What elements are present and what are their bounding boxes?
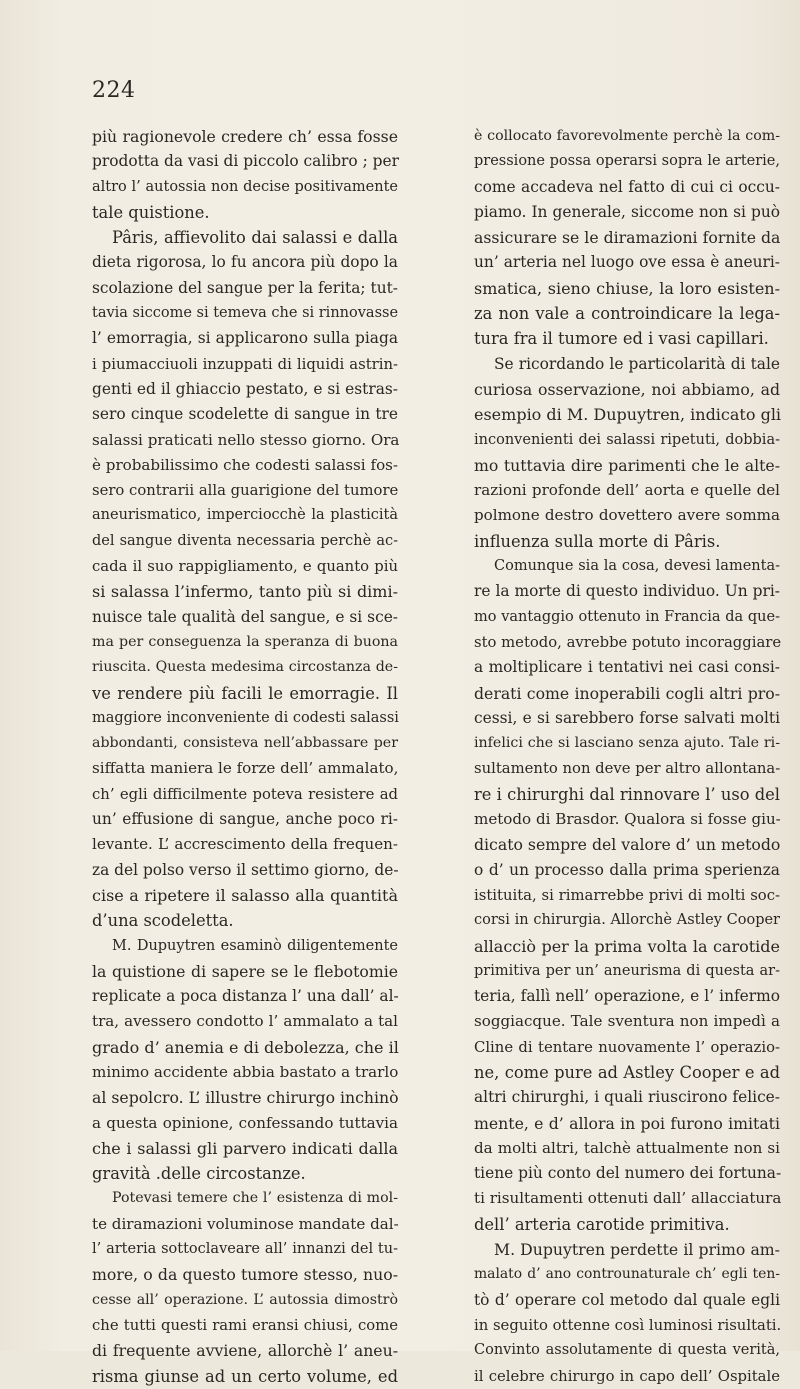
text-line: un’ arteria nel luogo ove essa è aneuri- bbox=[474, 253, 780, 272]
text-line: la quistione di sapere se le flebotomie bbox=[92, 961, 398, 981]
text-line: o d’ un processo dalla prima sperienza bbox=[474, 860, 780, 879]
text-line: ma per conseguenza la speranza di buona bbox=[92, 633, 398, 650]
text-line: mo vantaggio ottenuto in Francia da que- bbox=[474, 608, 780, 625]
text-line: è collocato favorevolmente perchè la com- bbox=[474, 128, 780, 144]
text-line: more, o da questo tumore stesso, nuo- bbox=[92, 1265, 398, 1285]
text-line: altri chirurghi, i quali riuscirono felice- bbox=[474, 1088, 780, 1107]
text-line: ch’ egli difficilmente poteva resistere ad bbox=[92, 785, 398, 803]
text-line: gravità .delle circostanze. bbox=[92, 1164, 306, 1184]
text-line: un’ effusione di sangue, anche poco ri- bbox=[92, 810, 398, 829]
text-line: esempio di M. Dupuytren, indicato gli bbox=[474, 405, 782, 425]
text-line: derati come inoperabili cogli altri pro- bbox=[474, 683, 780, 703]
text-line: teria, fallì nell’ operazione, e l’ infermo bbox=[474, 987, 780, 1006]
text-line: Se ricordando le particolarità di tale bbox=[494, 354, 780, 373]
text-line: a questa opinione, confessando tuttavia bbox=[92, 1113, 398, 1132]
text-line: mente, e d’ allora in poi furono imitati bbox=[474, 1113, 780, 1133]
text-line: dieta rigorosa, lo fu ancora più dopo la bbox=[92, 253, 398, 272]
text-line: influenza sulla morte di Pâris. bbox=[474, 531, 721, 551]
text-line: istituita, si rimarrebbe privi di molti soc- bbox=[474, 886, 780, 904]
text-line: che i salassi gli parvero indicati dalla bbox=[92, 1138, 398, 1158]
text-line: mo tuttavia dire parimenti che le alte- bbox=[474, 455, 780, 475]
text-line: Cline di tentare nuovamente l’ operazio- bbox=[474, 1038, 780, 1056]
text-line: za non vale a controindicare la lega- bbox=[474, 304, 780, 324]
text-line: za del polso verso il settimo giorno, de- bbox=[92, 860, 399, 879]
text-line: tra, avessero condotto l’ ammalato a tal bbox=[92, 1012, 398, 1031]
text-line: sultamento non deve per altro allontana- bbox=[474, 760, 781, 778]
text-line: cise a ripetere il salasso alla quantità bbox=[92, 885, 398, 905]
text-line: re i chirurghi dal rinnovare l’ uso del bbox=[474, 784, 780, 804]
text-line: smatica, sieno chiuse, la loro esisten- bbox=[474, 278, 780, 298]
text-line: M. Dupuytren esaminò diligentemente bbox=[112, 937, 398, 954]
left-text-column bbox=[92, 124, 398, 1389]
text-line: abbondanti, consisteva nell’abbassare per bbox=[92, 735, 398, 752]
text-line: di frequente avviene, allorchè l’ aneu- bbox=[92, 1341, 398, 1361]
text-line: levante. L’ accrescimento della frequen- bbox=[92, 835, 398, 854]
text-line: aneurismatico, imperciocchè la plasticità bbox=[92, 507, 398, 524]
text-line: Convinto assolutamente di questa verità, bbox=[474, 1342, 780, 1359]
text-line: tura fra il tumore ed i vasi capillari. bbox=[474, 329, 769, 349]
text-line: da molti altri, talchè attualmente non si bbox=[474, 1138, 780, 1157]
text-line: altro l’ autossia non decise positivamente bbox=[92, 178, 398, 195]
text-line: curiosa osservazione, noi abbiamo, ad bbox=[474, 379, 780, 399]
text-line: si salassa l’infermo, tanto più si dimi- bbox=[92, 582, 398, 602]
text-line: re la morte di questo individuo. Un pri- bbox=[474, 582, 780, 601]
text-line: grado d’ anemia e di debolezza, che il bbox=[92, 1037, 399, 1057]
text-line: M. Dupuytren perdette il primo am- bbox=[494, 1240, 780, 1260]
text-line: nuisce tale qualità del sangue, e si sce- bbox=[92, 607, 398, 626]
text-line: i piumacciuoli inzuppati di liquidi astrin- bbox=[92, 355, 398, 373]
text-line: dicato sempre del valore d’ un metodo bbox=[474, 835, 781, 855]
text-line: sero contrarii alla guarigione del tumore bbox=[92, 482, 399, 500]
text-line: razioni profonde dell’ aorta e quelle del bbox=[474, 481, 780, 500]
text-line: l’ arteria sottoclaveare all’ innanzi del tu- bbox=[92, 1241, 398, 1258]
text-line: in seguito ottenne così luminosi risultati. bbox=[474, 1316, 782, 1334]
text-line: sero cinque scodelette di sangue in tre bbox=[92, 405, 398, 424]
text-line: l’ emorragia, si applicarono sulla piaga bbox=[92, 329, 398, 348]
text-line: corsi in chirurgia. Allorchè Astley Cooper bbox=[474, 912, 780, 929]
text-line: tale quistione. bbox=[92, 202, 210, 222]
text-line: soggiacque. Tale sventura non impedì a bbox=[474, 1012, 780, 1031]
text-line: che tutti questi rami eransi chiusi, come bbox=[92, 1316, 398, 1334]
text-line: polmone destro dovettero avere somma bbox=[474, 506, 780, 525]
text-line: genti ed il ghiaccio pestato, e si estras- bbox=[92, 379, 398, 398]
text-line: prodotta da vasi di piccolo calibro ; per bbox=[92, 152, 399, 171]
text-line: minimo accidente abbia bastato a trarlo bbox=[92, 1062, 399, 1081]
right-text-column bbox=[474, 124, 780, 1389]
text-line: scolazione del sangue per la ferita; tut- bbox=[92, 278, 398, 297]
text-line: ne, come pure ad Astley Cooper e ad bbox=[474, 1062, 780, 1082]
text-line: come accadeva nel fatto di cui ci occu- bbox=[474, 177, 780, 196]
text-line: tò d’ operare col metodo dal quale egli bbox=[474, 1290, 780, 1309]
text-line: inconvenienti dei salassi ripetuti, dobbia- bbox=[474, 431, 780, 448]
text-line: siffatta maniera le forze dell’ ammalato, bbox=[92, 759, 399, 778]
text-line: infelici che si lasciano senza ajuto. Tale ri- bbox=[474, 735, 780, 752]
text-line: il celebre chirurgo in capo dell’ Ospitale bbox=[474, 1367, 780, 1385]
text-line: replicate a poca distanza l’ una dall’ al- bbox=[92, 987, 399, 1006]
text-line: assicurare se le diramazioni fornite da bbox=[474, 228, 781, 248]
page-number: 224 bbox=[92, 78, 136, 103]
text-line: salassi praticati nello stesso giorno. Ora bbox=[92, 430, 400, 449]
text-line: cada il suo rappigliamento, e quanto più bbox=[92, 558, 398, 576]
text-line: pressione possa operarsi sopra le arterie, bbox=[474, 153, 780, 170]
text-line: malato d’ ano controunaturale ch’ egli ten- bbox=[474, 1266, 780, 1283]
text-line: Potevasi temere che l’ esistenza di mol- bbox=[112, 1190, 398, 1207]
text-line: ti risultamenti ottenuti dall’ allacciatura bbox=[474, 1189, 782, 1208]
text-line: sto metodo, avrebbe potuto incoraggiare bbox=[474, 633, 782, 651]
text-line: primitiva per un’ aneurisma di questa ar- bbox=[474, 962, 780, 979]
text-line: tiene più conto del numero dei fortuna- bbox=[474, 1164, 782, 1183]
text-line: te diramazioni voluminose mandate dal- bbox=[92, 1214, 399, 1233]
text-line: d’una scodeletta. bbox=[92, 911, 234, 931]
text-line: piamo. In generale, siccome non si può bbox=[474, 202, 780, 221]
text-line: dell’ arteria carotide primitiva. bbox=[474, 1214, 730, 1234]
text-line: allacciò per la prima volta la carotide bbox=[474, 936, 780, 956]
text-line: al sepolcro. L’ illustre chirurgo inchinò bbox=[92, 1088, 399, 1108]
text-line: a moltiplicare i tentativi nei casi consi- bbox=[474, 658, 780, 677]
text-line: cessi, e si sarebbero forse salvati molti bbox=[474, 708, 780, 727]
text-line: tavia siccome si temeva che si rinnovasse bbox=[92, 305, 399, 322]
text-line: riuscita. Questa medesima circostanza de- bbox=[92, 659, 398, 676]
text-line: metodo di Brasdor. Qualora si fosse giu- bbox=[474, 810, 781, 829]
text-line: cesse all’ operazione. L’ autossia dimostrò bbox=[92, 1291, 398, 1308]
text-line: del sangue diventa necessaria perchè ac- bbox=[92, 532, 398, 549]
text-line: Pâris, affievolito dai salassi e dalla bbox=[112, 228, 398, 248]
text-line: più ragionevole credere ch’ essa fosse bbox=[92, 127, 398, 146]
text-line: ve rendere più facili le emorragie. Il bbox=[92, 683, 398, 703]
text-line: Comunque sia la cosa, devesi lamenta- bbox=[494, 558, 780, 575]
text-line: risma giunse ad un certo volume, ed bbox=[92, 1366, 398, 1386]
text-line: è probabilissimo che codesti salassi fos- bbox=[92, 455, 398, 474]
text-line: maggiore inconveniente di codesti salassi bbox=[92, 709, 399, 726]
